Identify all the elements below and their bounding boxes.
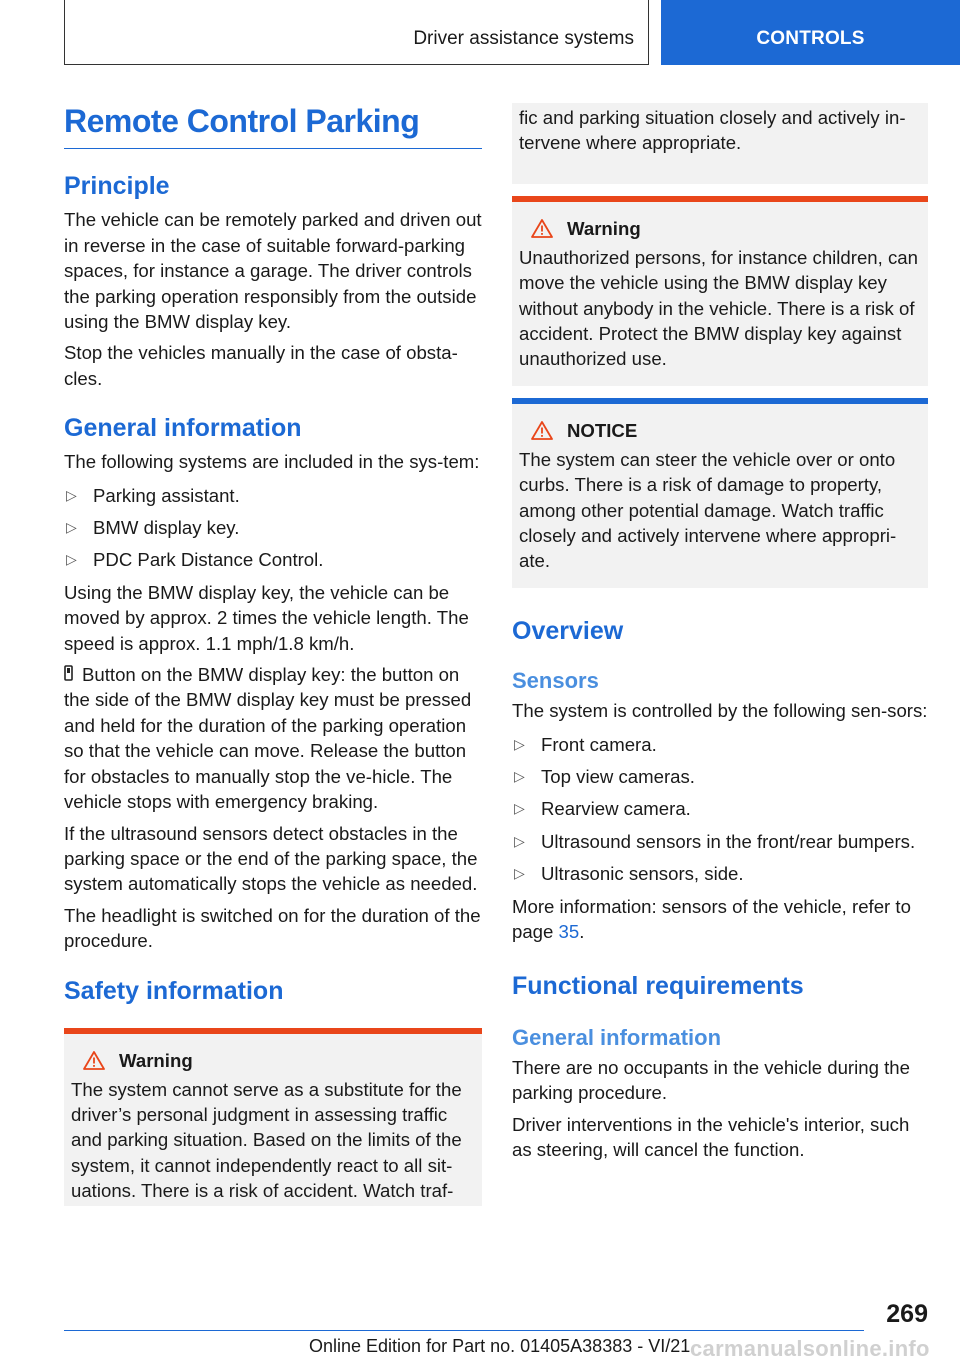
triangle-bullet-icon: ▷ xyxy=(514,735,525,752)
func-paragraph-2: Driver interventions in the vehicle's interior, such as steering, will cancel the function. xyxy=(512,1113,910,1161)
principle-heading: Principle xyxy=(64,172,170,201)
warning-box-2 xyxy=(512,196,928,386)
warning-box-1 xyxy=(64,1028,482,1206)
warning-triangle-icon xyxy=(531,219,553,238)
warning-text-1: The system cannot serve as a substitute for the driver’s personal judgment in assessing traffic and parking situation. Based on the limits of the system, it cannot independently react to all sit-uations. There is a risk of accident. Watch traf- xyxy=(71,1078,462,1202)
functional-requirements-heading: Functional requirements xyxy=(512,971,804,1000)
warning-title-2: Warning xyxy=(519,216,922,241)
warning-box-1-continued xyxy=(512,103,928,184)
list-item: ▷ Parking assistant. xyxy=(64,483,482,508)
func-paragraph-1: There are no occupants in the vehicle during the parking procedure. xyxy=(512,1056,910,1104)
header-section-box xyxy=(64,0,649,65)
warning-title-1: Warning xyxy=(71,1048,476,1073)
more-info-paragraph: More information: sensors of the vehicle, refer to page 35. xyxy=(512,895,911,943)
list-item: ▷ Ultrasound sensors in the front/rear bumpers. xyxy=(512,829,928,854)
notice-title: NOTICE xyxy=(519,418,922,443)
display-key-button-icon xyxy=(64,665,74,683)
watermark: carmanualsonline.info xyxy=(690,1336,930,1361)
notice-text: The system can steer the vehicle over or onto curbs. There is a risk of damage to property, among other potential damage. Watch traffic closely and actively intervene where appropri-ate. xyxy=(519,448,897,572)
title-divider xyxy=(64,148,482,149)
footer-edition: Online Edition for Part no. 01405A38383 - VI/21 xyxy=(309,1336,691,1356)
general-paragraph-2: Button on the BMW display key: the button on the side of the BMW display key must be pressed and held for the duration of the parking operation so that the vehicle can move. Release the button for obstacles to manually stop the ve-hicle. The vehicle stops with emergency braking. xyxy=(64,664,472,813)
warning-text-1-continued: fic and parking situation closely and actively in-tervene where appropriate. xyxy=(519,107,906,154)
notice-triangle-icon xyxy=(531,421,553,440)
page-title: Remote Control Parking xyxy=(64,103,420,139)
warning-text-2: Unauthorized persons, for instance children, can move the vehicle using the BMW display key without anybody in the vehicle. There is a risk of accident. Protect the BMW display key against unauthorized use. xyxy=(519,246,918,370)
list-item: ▷ BMW display key. xyxy=(64,515,482,540)
sensors-list xyxy=(512,732,928,887)
principle-paragraph-2: Stop the vehicles manually in the case of obsta-cles. xyxy=(64,342,458,389)
triangle-bullet-icon: ▷ xyxy=(514,800,525,817)
header-controls-tab[interactable] xyxy=(661,0,960,65)
list-item: ▷ Ultrasonic sensors, side. xyxy=(512,861,928,886)
triangle-bullet-icon: ▷ xyxy=(66,486,77,503)
general-intro: The following systems are included in the sys-tem: xyxy=(64,451,480,473)
overview-heading: Overview xyxy=(512,616,624,645)
triangle-bullet-icon: ▷ xyxy=(66,519,77,536)
warning-triangle-icon xyxy=(83,1051,105,1070)
right-column xyxy=(512,103,928,1169)
triangle-bullet-icon: ▷ xyxy=(514,832,525,849)
general-info-heading: General information xyxy=(64,414,302,443)
triangle-bullet-icon: ▷ xyxy=(66,551,77,568)
sensors-intro: The system is controlled by the following sen-sors: xyxy=(512,700,928,722)
func-general-info-heading: General information xyxy=(512,1024,722,1050)
general-paragraph-1: Using the BMW display key, the vehicle can be moved by approx. 2 times the vehicle length. The speed is approx. 1.1 mph/1.8 km/h. xyxy=(64,581,469,654)
page-number: 269 xyxy=(886,1300,928,1328)
safety-info-heading: Safety information xyxy=(64,976,284,1005)
general-paragraph-4: The headlight is switched on for the duration of the procedure. xyxy=(64,904,481,952)
notice-box xyxy=(512,398,928,588)
triangle-bullet-icon: ▷ xyxy=(514,768,525,785)
included-systems-list xyxy=(64,483,482,573)
triangle-bullet-icon: ▷ xyxy=(514,865,525,882)
footer-divider xyxy=(64,1330,864,1331)
list-item: ▷ Top view cameras. xyxy=(512,764,928,789)
list-item: ▷ Rearview camera. xyxy=(512,796,928,821)
left-column xyxy=(64,96,482,1206)
principle-paragraph-1: The vehicle can be remotely parked and driven out in reverse in the case of suitable forward-parking spaces, for instance a garage. The driver controls the parking operation responsibly from the outside using the BMW display key. xyxy=(64,209,482,333)
page-reference-link[interactable]: 35 xyxy=(558,921,580,943)
list-item: ▷ PDC Park Distance Control. xyxy=(64,547,482,572)
sensors-heading: Sensors xyxy=(512,667,599,693)
header-section-title: Driver assistance systems xyxy=(413,28,634,49)
header-tab-label: CONTROLS xyxy=(756,28,865,49)
list-item: ▷ Front camera. xyxy=(512,732,928,757)
general-paragraph-3: If the ultrasound sensors detect obstacles in the parking space or the end of the parking space, the system automatically stops the vehicle as needed. xyxy=(64,822,478,895)
